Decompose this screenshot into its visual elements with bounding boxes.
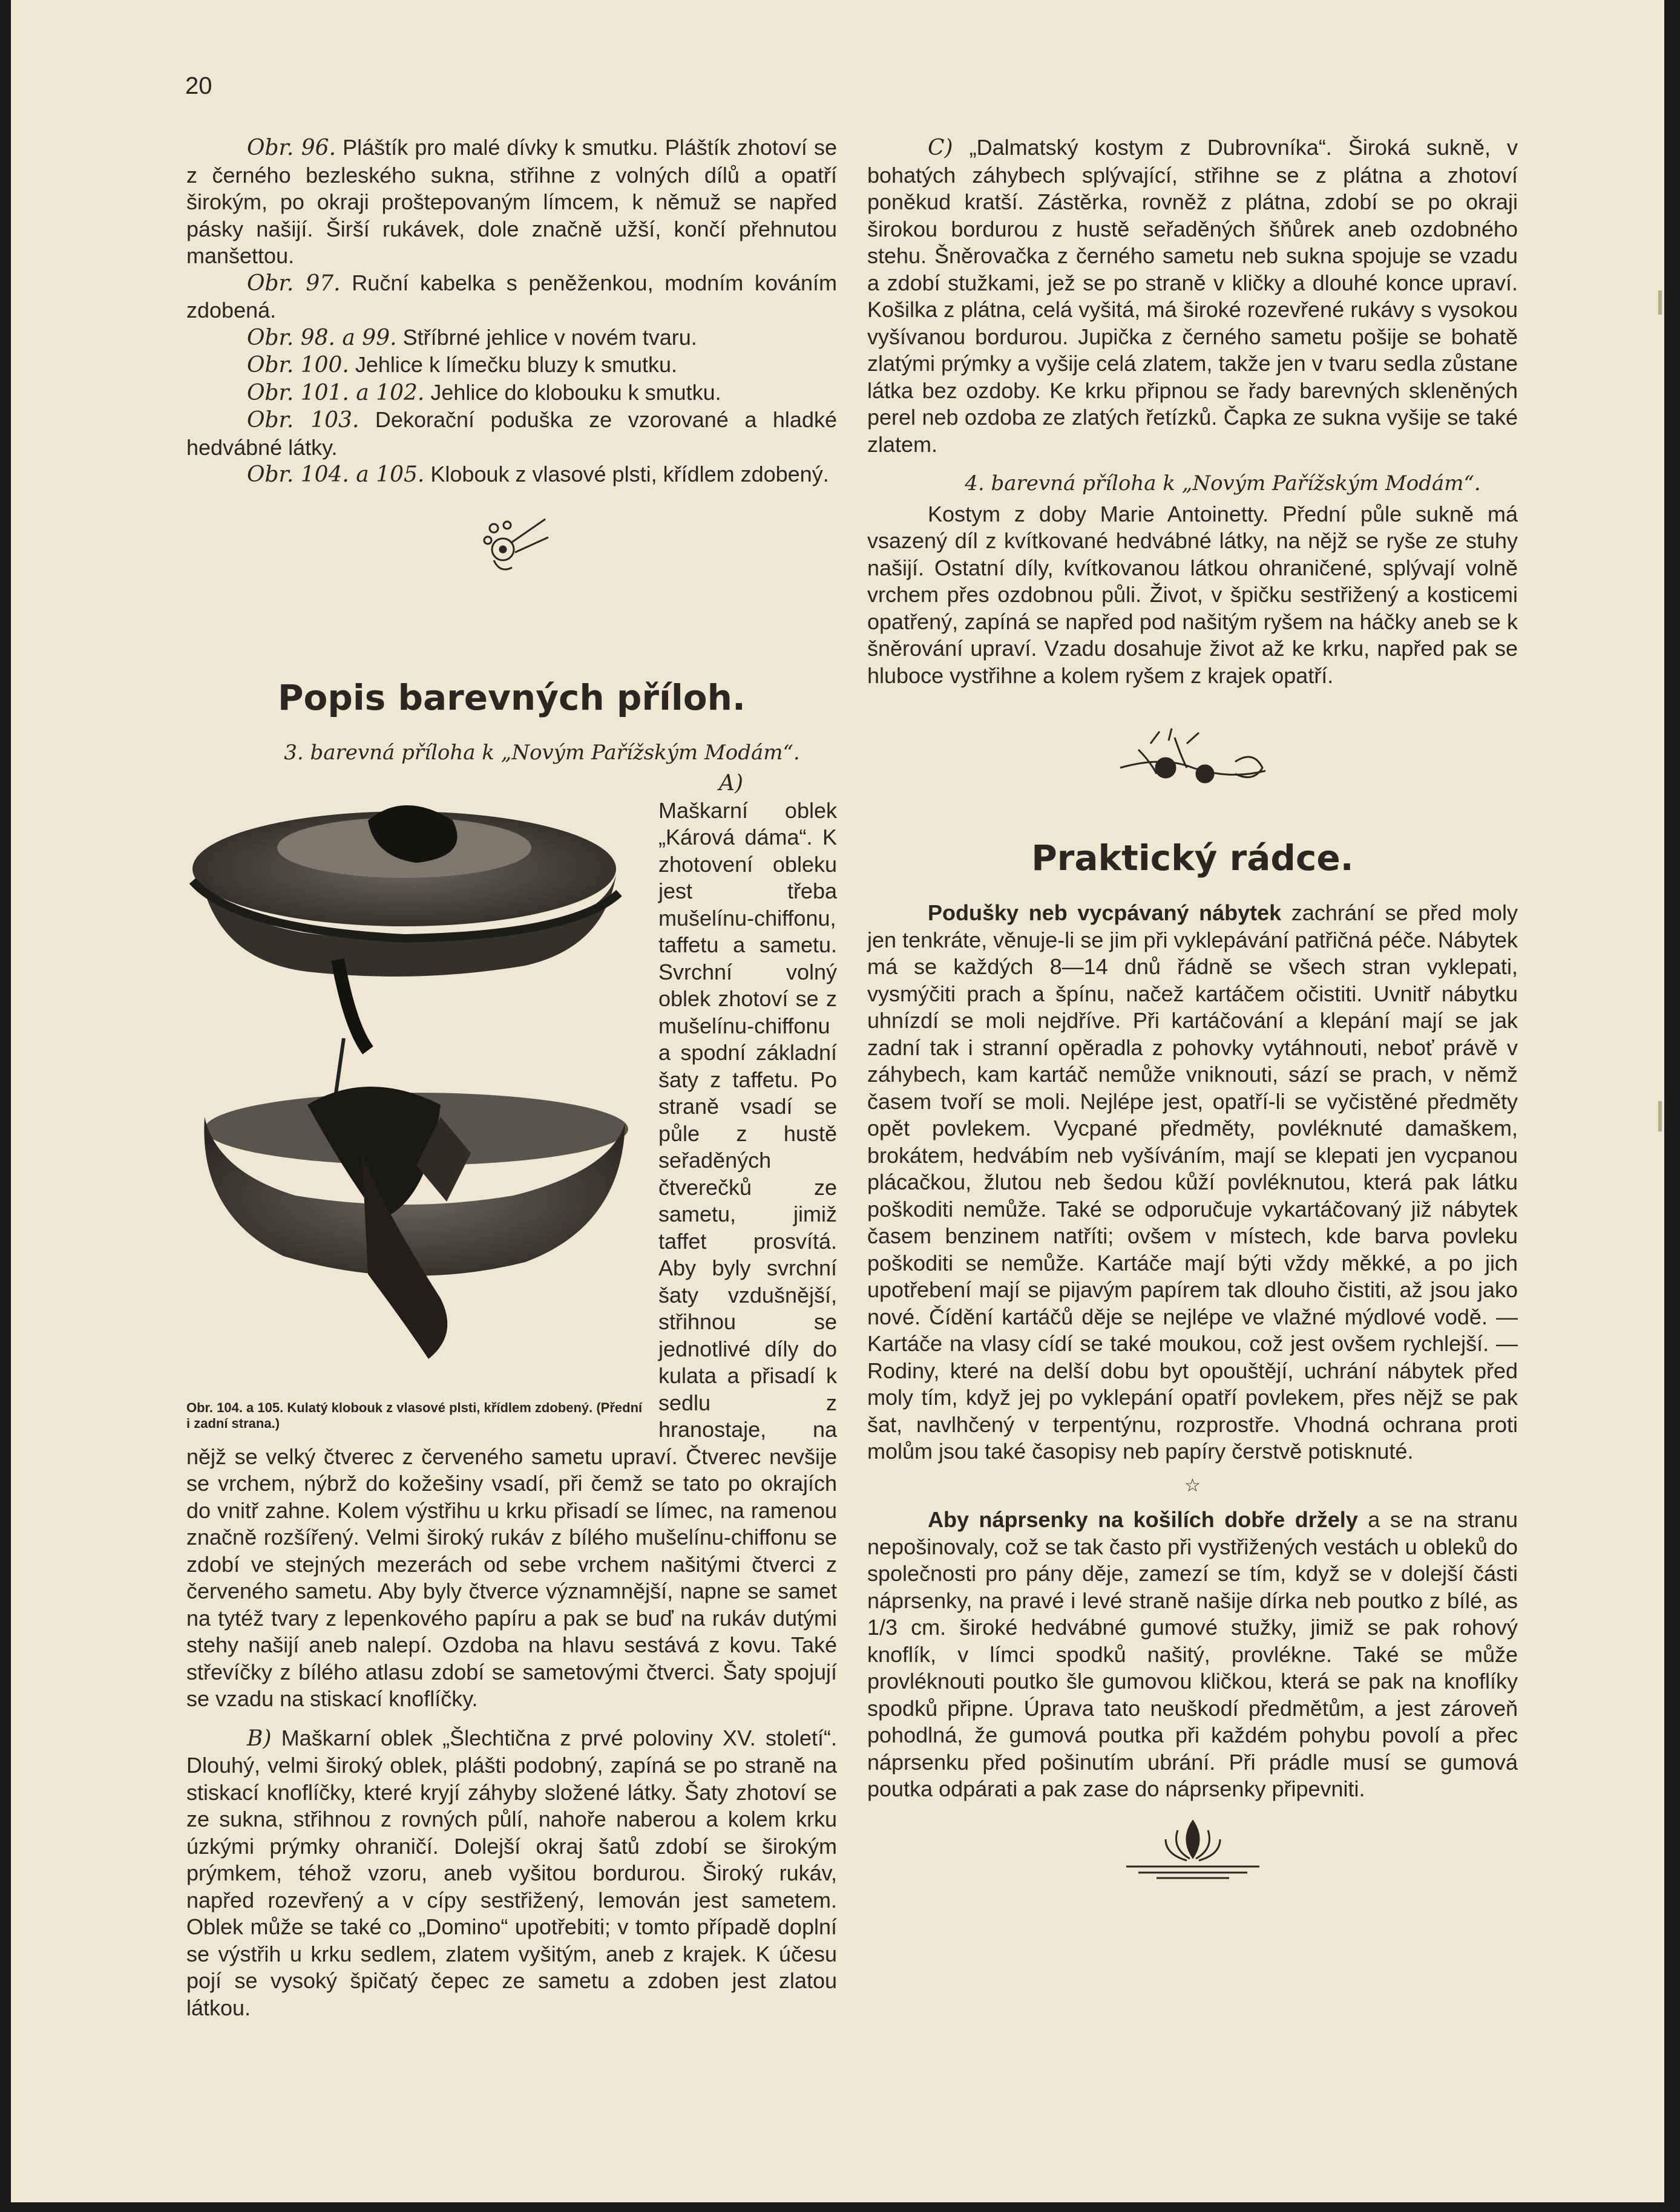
- section-title: Popis barevných příloh.: [278, 676, 746, 718]
- page-edge-mark: [1658, 290, 1662, 315]
- legend-item: Obr. 98. a 99. Stříbrné jehlice v novém tvaru.: [247, 324, 697, 350]
- star-separator: ☆: [1184, 1475, 1201, 1496]
- paragraph-b: B) Maškarní oblek „Šlechtična z prvé poloviny XV. století“. Dlouhý, velmi široký oblek, plášti podobný, zapíná se po straně na stiskací knoflíčky, které kryjí záhyby složené látky. Šaty zhotoví se ze sukna, střihnou z rovných půlí, nahoře naberou a kolem krku úzkými prýmky ohraničí. Dolejší okraj šatů zdobí se širokým prýmkem, téhož vzoru, aneb vyšitou bordurou. Široký rukáv, napřed rozevřený a v cípy sestřižený, lemován jest sametem. Oblek může se také co „Domino“ upotřebiti; v tomto případě doplní se výstřih u krku sedlem, zlatem vyšitým, aneb z krajek. K účesu pojí se vysoký špičatý čepec ze sametu a zdoben jest zlatou látkou.: [186, 1725, 837, 2020]
- legend-item: Obr. 100. Jehlice k límečku bluzy k smutku.: [247, 352, 678, 378]
- legend-item: Obr. 103. Dekorační poduška ze vzorované a hladké hedvábné látky.: [186, 407, 837, 460]
- floral-ornament-icon: [470, 507, 554, 586]
- advice-paragraph-2: Aby náprsenky na košilích dobře držely a se na stranu nepošinovaly, což se tak často při vystřižených vestách u obleků do společnosti pro pány děje, zamezí se tím, když se v dolejší části náprsenky, na pravé i levé straně našije dírka neb poutko z bílé, as 1/3 cm. široké hedvábné gumové stužky, jimiž se pak rohový knoflík, v límci spodků našitý, provlékne. Také se může provléknouti poutko šle gumovou kličkou, která se pak na knoflíky spodků připne. Úprava tato neuškodí předmětům, a jest zároveň pohodlná, že gumová poutka při každém pohybu povolí a přec náprsenku před pošinutím ubrání. Při prádle musí se gumová poutka odpárati a pak zase do náprsenky připevniti.: [867, 1507, 1518, 1801]
- page-number: 20: [185, 73, 212, 99]
- paragraph-a: A) Obr. 104. a 105. Kulatý klobouk z vlasové plsti, křídlem zdobený. (Přední i zadní strana.) Maškarní oblek „Kárová dáma“. K zhotovení obleku jest třeba mušelínu-chiffonu, taffetu a sametu. Svrchní volný oblek zhotoví se z mušelínu-chiffonu a spodní základní šaty z taffetu. Po straně vsadí se půle z hustě seřaděných čtverečků ze sametu, jimiž taffet prosvítá. Aby byly svrchní šaty vzdušnější, střihnou se jednotlivé díly do kulata a přisadí k sedlu z hranostaje, na nějž se velký čtverec z červeného sametu upraví. Čtverec nevšije se vrchem, nýbrž do kožešiny vsadí, při čemž se tato po okrajích do vnitř zahne. Kolem výstřihu u krku přisadí se límec, na ramenou značně rozšířený. Velmi široký rukáv z bílého mušelínu-chiffonu se zdobí ve stejných mezerách od sebe vrchem našitými čtverci z červeného sametu. Aby byly čtverce významnější, napne se samet na tytéž tvary z lepenkového papíru a pak se buď na rukáv dutými stehy našijí aneb nalepí. Ozdoba na hlavu sestává z kovu. Také střevíčky z bílého atlasu zdobí se sametovými čtverci. Šaty spojují se vzadu na stiskací knoflíčky.: [186, 771, 837, 1711]
- legend-item: Obr. 104. a 105. Klobouk z vlasové plsti, křídlem zdobený.: [247, 462, 829, 487]
- figure-legend: [186, 134, 837, 489]
- figure-caption: Obr. 104. a 105. Kulatý klobouk z vlasové plsti, křídlem zdobený. (Přední i zadní strana.): [186, 1400, 643, 1431]
- hat-image: [186, 778, 646, 1389]
- lotus-ornament-icon: [1120, 1815, 1265, 1882]
- left-column: [186, 134, 837, 2021]
- supplement-heading: 3. barevná příloha k „Novým Pařížským Modám“.: [284, 740, 800, 765]
- page-edge-mark: [1658, 1101, 1662, 1131]
- legend-item: Obr. 101. a 102. Jehlice do klobouku k smutku.: [247, 379, 721, 405]
- advice-paragraph-1: Podušky neb vycpávaný nábytek zachrání se před moly jen tenkráte, věnuje-li se jim při vyklepávání patřičná péče. Nábytek má se každých 8—14 dnů řádně se všech stran vyklepati, vysmýčiti prach a špínu, načež kartáčem očistiti. Uvnitř nábytku uhnízdí se moli nejdříve. Při kartáčování a klepání mají se jak zadní tak i stranní opěradla z pohovky vytáhnouti, neboť právě v záhybech, kam kartáč nemůže vniknouti, sází se prach, v němž časem tvoří se moli. Nejlépe jest, opatří-li se vyčistěné předměty opět povlekem. Vycpané předměty, povléknuté damaškem, brokátem, hedvábím neb vyšíváním, mají se klepati jen vycpanou plácačkou, žlutou neb šedou kůží povléknutou, která pak látku poškoditi nemůže. Také se odporučuje vykartáčovaný již nábytek časem benzinem natříti; ovšem v místech, kde barva povleku poškoditi se nemůže. Kartáče mají býti vždy měkké, a po jich upotřebení mají se pijavým papírem tak dlouho čistiti, až jsou jako nové. Čídění kartáčů děje se nejlépe ve vlažné mýdlové vodě. — Kartáče na vlasy cídí se také moukou, což jest ovšem rychlejší. — Rodiny, které na delší dobu byt opouštějí, uchrání nábytek před moly tím, když jej po vyklepání opatří povlekem, přes nějž se pak šat, navlhčený v terpentýnu, rozprostře. Vhodná ochrana proti molům jsou také časopisy neb papíry čerstvě potisknuté.: [867, 900, 1518, 1464]
- page: [11, 0, 1664, 2202]
- paragraph-c: C) „Dalmatský kostym z Dubrovníka“. Široká sukně, v bohatých záhybech splývající, střihne se z plátna a zhotoví poněkud kratší. Zástěrka, rovněž z plátna, zdobí se po okraji širokou bordurou z hustě seřaděných šňůrek aneb ozdobného stehu. Šněrovačka z černého sametu neb sukna spojuje se vzadu a zdobí stužkami, jež se po straně v kličky a dlouhé konce upraví. Košilka z plátna, celá vyšitá, má široké rozevřené rukávy s vysokou vyšívanou bordurou. Jupička z černého sametu pošije se bohatě zlatými prýmky a vyšije celá zlatem, takže jen v tvaru sedla zůstane látka bez ozdoby. Ke krku připnou se řady barevných skleněných perel neb ozdoba ze zlatých řetízků. Čapka ze sukna vyšije se také zlatem.: [867, 135, 1518, 457]
- paragraph-supplement4: Kostym z doby Marie Antoinetty. Přední půle sukně má vsazený díl z kvítkované hedvábné látky, na nějž se ryše ze stuhy našijí. Ostatní díly, kvítkovanou látkou ohraničené, splývají volně vrchem přes ozdobnou půli. Život, v špičku sestřižený a kosticemi opatřený, zapíná se napřed pod našitým ryšem na háčky aneb se k šněrování upraví. Vzadu dosahuje život až ke krku, napřed pak se hluboce vystřihne a kolem ryšem z krajek opatří.: [867, 501, 1518, 688]
- supplement4-heading: 4. barevná příloha k „Novým Pařížským Modám“.: [965, 471, 1481, 496]
- right-column: [867, 134, 1518, 1882]
- flower-ornament-icon: [1114, 725, 1271, 798]
- hat-figure: [186, 778, 646, 1432]
- legend-item: Obr. 96. Pláštík pro malé dívky k smutku. Pláštík zhotoví se z černého bezleského sukna, střihne z volných dílů a opatří širokým, po okraji proštepovaným límcem, k němuž se napřed pásky našijí. Širší rukávek, dole značně užší, končí přehnutou manšettou.: [186, 135, 837, 268]
- legend-item: Obr. 97. Ruční kabelka s peněženkou, modním kováním zdobená.: [186, 270, 837, 322]
- advice-title: Praktický rádce.: [1031, 837, 1354, 879]
